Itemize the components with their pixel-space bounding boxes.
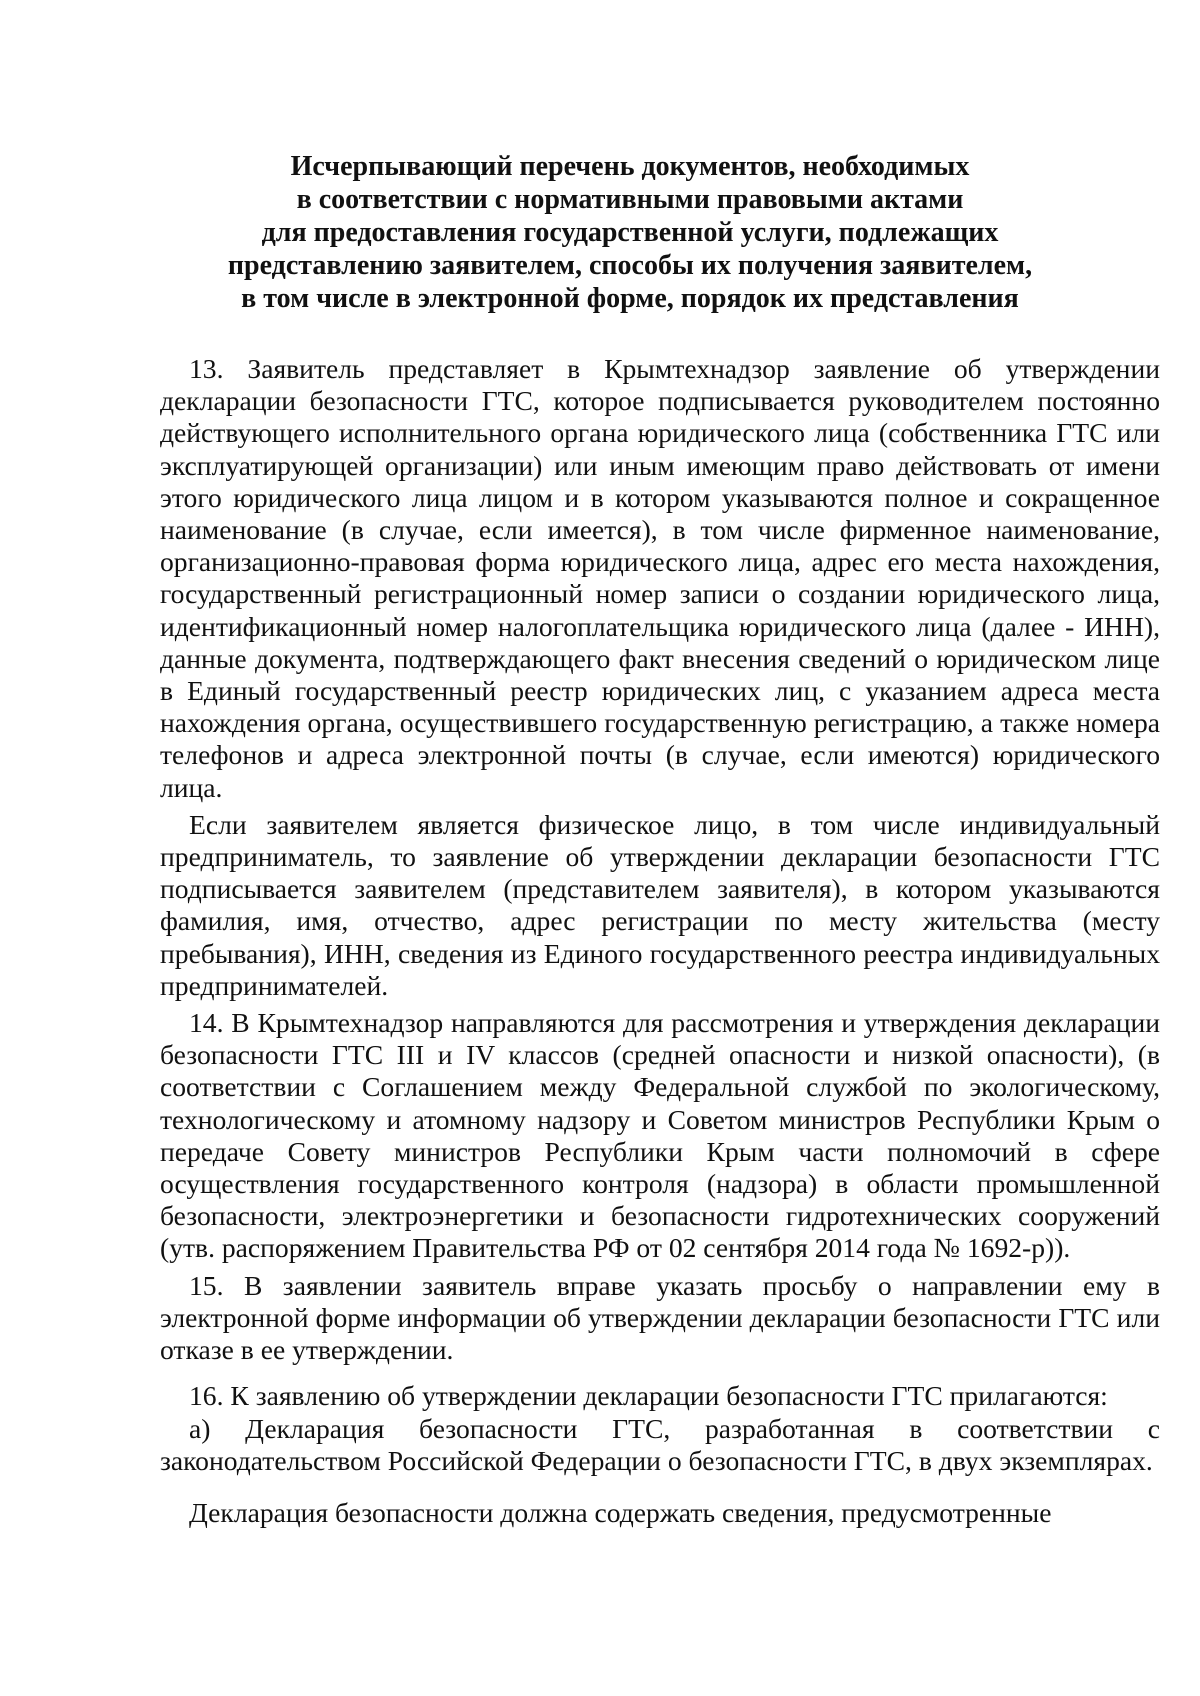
heading-line: в том числе в электронной форме, порядок их представления	[241, 283, 1019, 314]
paragraph-16: 16. К заявлению об утверждении декларации безопасности ГТС прилагаются:	[189, 1380, 1108, 1412]
document-body	[160, 353, 1160, 1529]
paragraph-16-a: а) Декларация безопасности ГТС, разработанная в соответствии с законодательством Российской Федерации о безопасности ГТС, в двух экземплярах.	[160, 1412, 1160, 1476]
paragraph-individual-applicant: Если заявителем является физическое лицо, в том числе индивидуальный предприниматель, то заявление об утверждении декларации безопасности ГТС подписывается заявителем (представителем заявителя), в котором указываются фамилия, имя, отчество, адрес регистрации по месту жительства (месту пребывания), ИНН, сведения из Единого государственного реестра индивидуальных предпринимателей.	[160, 808, 1160, 1001]
document-heading	[130, 150, 1130, 315]
heading-line: для предоставления государственной услуги, подлежащих	[261, 217, 999, 248]
paragraph-14: 14. В Крымтехнадзор направляются для рассмотрения и утверждения декларации безопасности ГТС III и IV классов (средней опасности и низкой опасности), (в соответствии с Соглашением между Федеральной службой по экологическому, технологическому и атомному надзору и Советом министров Республики Крым о передаче Совету министров Республики Крым части полномочий в сфере осуществления государственного контроля (надзора) в области промышленной безопасности, электроэнергетики и безопасности гидротехнических сооружений (утв. распоряжением Правительства РФ от 02 сентября 2014 года № 1692-р)).	[160, 1007, 1160, 1264]
paragraph-declaration-contents: Декларация безопасности должна содержать сведения, предусмотренные	[189, 1496, 1052, 1528]
paragraph-15: 15. В заявлении заявитель вправе указать просьбу о направлении ему в электронной форме информации об утверждении декларации безопасности ГТС или отказе в ее утверждении.	[160, 1269, 1160, 1366]
heading-line: в соответствии с нормативными правовыми актами	[296, 184, 964, 215]
heading-line: представлению заявителем, способы их получения заявителем,	[227, 250, 1033, 281]
paragraph-13: 13. Заявитель представляет в Крымтехнадзор заявление об утверждении декларации безопасности ГТС, которое подписывается руководителем постоянно действующего исполнительного органа юридического лица (собственника ГТС или эксплуатирующей организации) или иным имеющим право действовать от имени этого юридического лица лицом и в котором указываются полное и сокращенное наименование (в случае, если имеется), в том числе фирменное наименование, организационно-правовая форма юридического лица, адрес его места нахождения, государственный регистрационный номер записи о создании юридического лица, идентификационный номер налогоплательщика юридического лица (далее - ИНН), данные документа, подтверждающего факт внесения сведений о юридическом лице в Единый государственный реестр юридических лиц, с указанием адреса места нахождения органа, осуществившего государственную регистрацию, а также номера телефонов и адреса электронной почты (в случае, если имеются) юридического лица.	[160, 353, 1160, 803]
heading-line: Исчерпывающий перечень документов, необходимых	[290, 151, 970, 182]
